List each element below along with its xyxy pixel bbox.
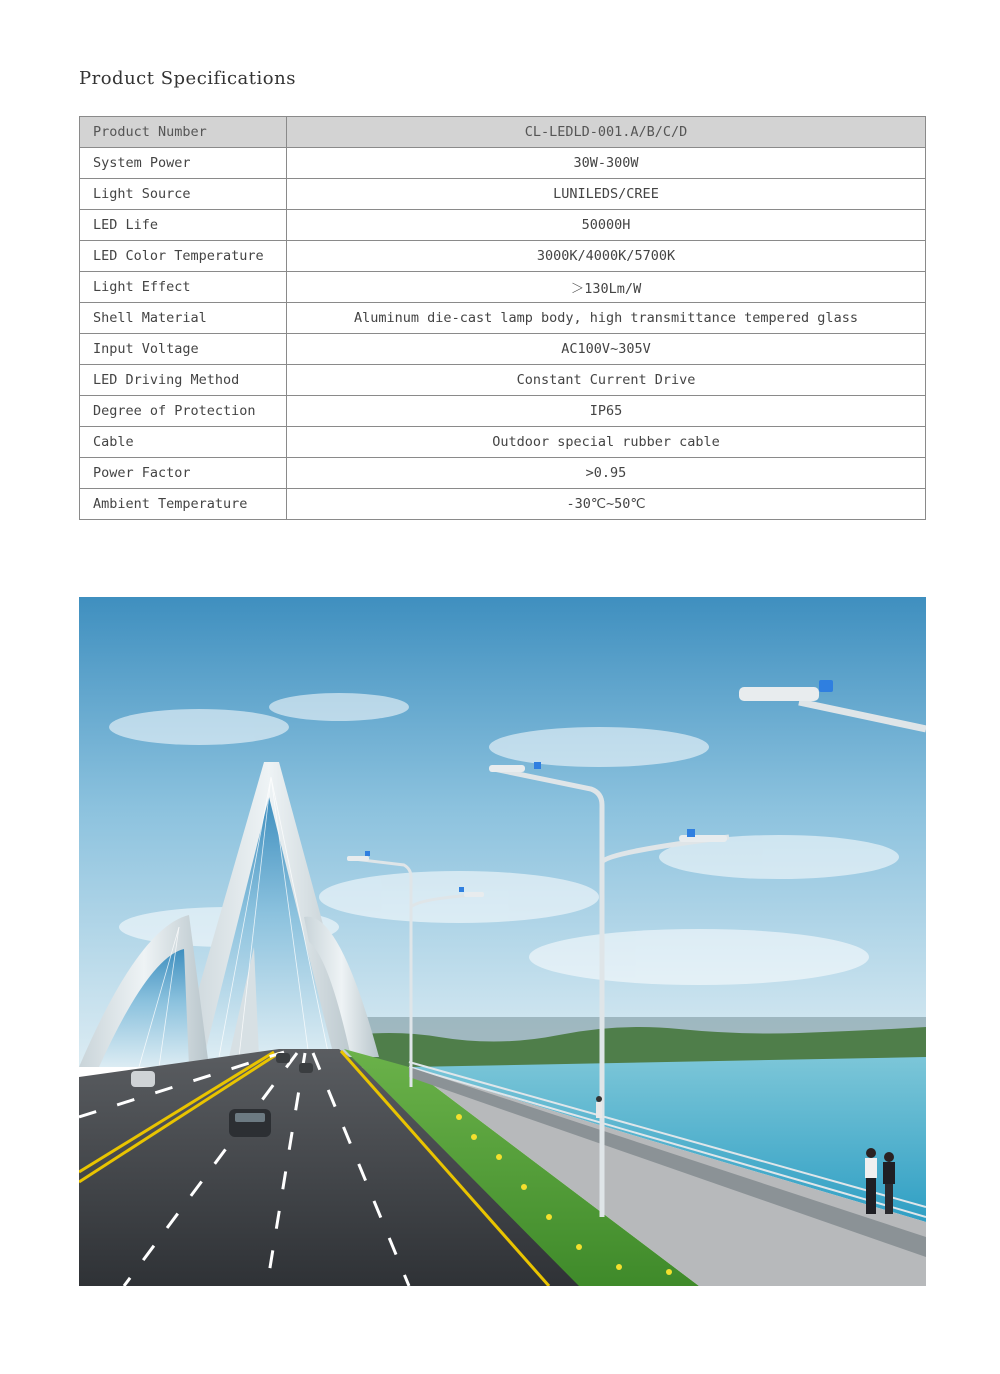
spec-value: 30W-300W: [287, 148, 926, 179]
spec-row: [80, 427, 926, 458]
spec-value: AC100V~305V: [287, 334, 926, 365]
spec-value: Aluminum die-cast lamp body, high transmittance tempered glass: [287, 303, 926, 334]
spec-row: [80, 365, 926, 396]
spec-label: Shell Material: [80, 303, 287, 334]
product-scene-photo: [79, 597, 926, 1286]
spec-value: CL-LEDLD-001.A/B/C/D: [287, 117, 926, 148]
spec-table: [79, 116, 926, 520]
spec-value: Constant Current Drive: [287, 365, 926, 396]
spec-value: 3000K/4000K/5700K: [287, 241, 926, 272]
spec-row: [80, 396, 926, 427]
spec-label: System Power: [80, 148, 287, 179]
spec-label: Power Factor: [80, 458, 287, 489]
spec-value: LUNILEDS/CREE: [287, 179, 926, 210]
spec-row: [80, 334, 926, 365]
spec-header-row: [80, 117, 926, 148]
spec-label: LED Life: [80, 210, 287, 241]
spec-label: Light Source: [80, 179, 287, 210]
spec-value: 50000H: [287, 210, 926, 241]
car: [229, 1109, 271, 1137]
spec-value: -30℃~50℃: [287, 489, 926, 520]
spec-row: [80, 272, 926, 303]
spec-label: Degree of Protection: [80, 396, 287, 427]
spec-row: [80, 210, 926, 241]
spec-label: LED Driving Method: [80, 365, 287, 396]
spec-label: Ambient Temperature: [80, 489, 287, 520]
spec-value: ＞130Lm/W: [287, 272, 926, 303]
spec-row: [80, 458, 926, 489]
spec-row: [80, 241, 926, 272]
spec-label: Light Effect: [80, 272, 287, 303]
spec-label: Product Number: [80, 117, 287, 148]
spec-row: [80, 303, 926, 334]
page-title: Product Specifications: [79, 68, 296, 89]
spec-value: IP65: [287, 396, 926, 427]
spec-label: LED Color Temperature: [80, 241, 287, 272]
spec-value: Outdoor special rubber cable: [287, 427, 926, 458]
car: [131, 1071, 155, 1087]
spec-label: Input Voltage: [80, 334, 287, 365]
spec-row: [80, 148, 926, 179]
spec-label: Cable: [80, 427, 287, 458]
spec-value: >0.95: [287, 458, 926, 489]
spec-row: [80, 179, 926, 210]
spec-row: [80, 489, 926, 520]
